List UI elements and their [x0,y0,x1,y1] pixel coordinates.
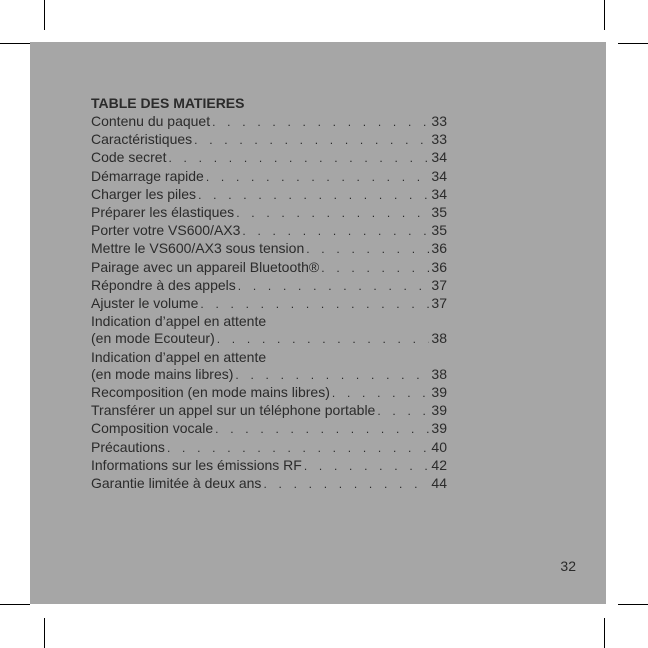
crop-mark-bottom-left-h [0,604,30,605]
dot-leader [198,187,429,204]
toc-entry-page: 35 [431,204,447,221]
toc-entry[interactable] [91,259,447,277]
toc-entry[interactable] [91,295,447,313]
toc-list [91,113,447,493]
toc-entry[interactable] [91,222,447,240]
crop-mark-bottom-right-h [618,604,648,605]
toc-entry-title: Charger les piles [91,185,197,202]
dot-leader [263,476,429,493]
toc-entry[interactable] [91,457,447,475]
toc-entry-title: Préparer les élastiques [91,204,235,221]
dot-leader [206,169,430,186]
toc-entry-title: Garantie limitée à deux ans [91,475,262,492]
toc-entry-title: Démarrage rapide [91,167,204,184]
toc-entry-title: Transférer un appel sur un téléphone portable [91,402,376,419]
crop-mark-bottom-right-v [604,618,605,648]
toc-entry[interactable] [91,149,447,167]
dot-leader [332,385,430,402]
toc-entry-title: Composition vocale [91,420,214,437]
toc-entry-page: 42 [431,456,447,473]
toc-entry-title-line1: Indication d’appel en attente [91,348,267,365]
toc-entry-title: Code secret [91,149,167,166]
toc-entry-page: 34 [431,185,447,202]
toc-entry-page: 33 [431,113,447,129]
toc-entry-title: Pairage avec un appareil Bluetooth® [91,258,320,275]
toc-entry-title: (en mode Ecouteur) [91,330,215,347]
toc-entry-page: 37 [431,276,447,293]
toc-entry-title: Caractéristiques [91,131,193,148]
toc-entry[interactable] [91,240,447,258]
dot-leader [306,241,429,258]
dot-leader [217,331,430,348]
toc-entry-page: 33 [431,131,447,148]
toc-entry-page: 37 [431,295,447,312]
toc-entry-page: 34 [431,149,447,166]
toc-entry-page: 35 [431,222,447,239]
toc-entry-page: 38 [431,365,447,382]
dot-leader [212,114,429,131]
toc-entry-title: Informations sur les émissions RF [91,456,302,473]
toc-entry-title: Précautions [91,438,165,455]
toc-entry[interactable] [91,313,447,348]
toc-entry-page: 40 [431,438,447,455]
toc-entry[interactable] [91,168,447,186]
toc-title: TABLE DES MATIERES [91,95,245,111]
toc-entry-title: Contenu du paquet [91,113,211,129]
toc-entry-title: Mettre le VS600/AX3 sous tension [91,240,305,257]
dot-leader [238,278,430,295]
toc-entry-title: (en mode mains libres) [91,365,234,382]
dot-leader [200,296,429,313]
dot-leader [167,440,429,457]
toc-entry-title-line1: Indication d’appel en attente [91,313,267,330]
toc-entry-page: 44 [431,475,447,492]
toc-entry[interactable] [91,439,447,457]
toc-entry[interactable] [91,420,447,438]
toc-entry-page: 39 [431,402,447,419]
toc-entry[interactable] [91,186,447,204]
toc-entry[interactable] [91,475,447,493]
toc-entry-title: Ajuster le volume [91,295,199,312]
crop-mark-top-left-v [44,0,45,30]
toc-entry[interactable] [91,277,447,295]
dot-leader [242,223,429,240]
dot-leader [215,421,429,438]
crop-mark-top-right-v [604,0,605,30]
crop-mark-top-right-h [618,43,648,44]
dot-leader [321,260,429,277]
toc-entry[interactable] [91,349,447,384]
toc-entry-page: 39 [431,384,447,401]
toc-entry-title: Répondre à des appels [91,276,236,293]
toc-entry[interactable] [91,384,447,402]
dot-leader [235,367,429,384]
toc-entry-page: 36 [431,240,447,257]
toc-entry[interactable] [91,402,447,420]
dot-leader [377,403,429,420]
toc-entry[interactable] [91,204,447,222]
toc-entry-title: Recomposition (en mode mains libres) [91,384,330,401]
crop-mark-top-left-h [0,43,30,44]
dot-leader [236,205,429,222]
toc-entry-page: 34 [431,167,447,184]
toc-entry-page: 36 [431,258,447,275]
toc-entry-title: Porter votre VS600/AX3 [91,222,241,239]
document-page [30,42,606,604]
page-number: 32 [560,558,576,574]
toc-entry-page: 38 [431,330,447,347]
toc-entry-page: 39 [431,420,447,437]
toc-entry[interactable] [91,113,447,131]
dot-leader [304,458,430,475]
dot-leader [194,132,429,149]
toc-entry[interactable] [91,131,447,149]
dot-leader [168,150,429,167]
table-of-contents [91,95,447,493]
crop-mark-bottom-left-v [44,618,45,648]
